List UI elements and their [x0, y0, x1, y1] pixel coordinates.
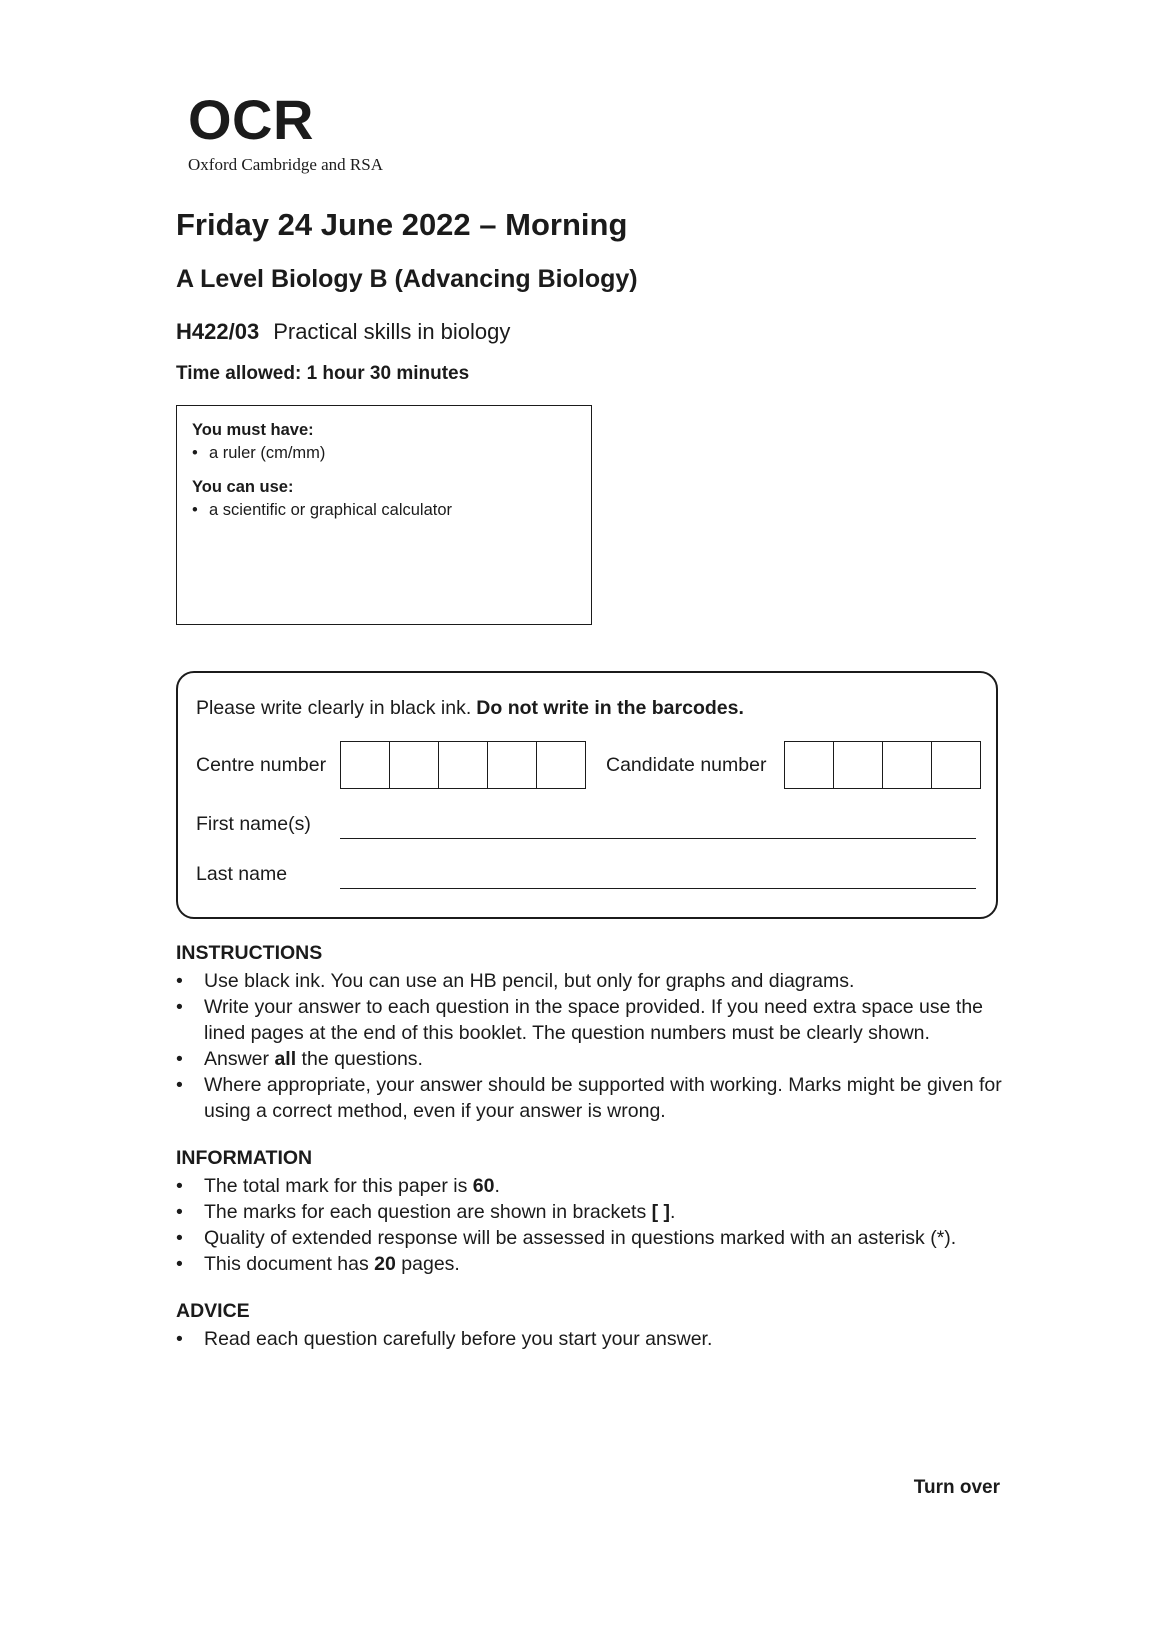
number-boxes-row [196, 741, 978, 789]
bullet-item [176, 1251, 1002, 1277]
bullet-glyph: • [176, 1175, 183, 1198]
page-content [176, 0, 1002, 1352]
bullet-item-text [204, 968, 1002, 994]
instruction-bold-text: Do not write in the barcodes. [476, 697, 744, 720]
bullet-glyph: • [192, 501, 198, 520]
paper-code: H422/03 [176, 319, 260, 345]
bullet-item [176, 968, 1002, 994]
information-title: INFORMATION [176, 1147, 313, 1170]
text-segment: a ruler (cm/mm) [209, 444, 326, 463]
bullet-glyph: • [176, 1328, 183, 1351]
last-name-write-line [340, 862, 976, 889]
centre-number-boxes [340, 741, 586, 789]
text-segment: pages. [395, 1253, 460, 1276]
can-use-label: You can use: [192, 478, 294, 497]
bullet-item-text [204, 994, 1002, 1046]
bullet-item [176, 1173, 1002, 1199]
candidate-number-boxes [784, 741, 981, 789]
bullet-item-text [204, 1072, 1002, 1124]
text-segment: . [670, 1201, 676, 1224]
ocr-logo [188, 88, 1002, 175]
bullet-glyph: • [176, 970, 183, 993]
materials-item-text [209, 499, 452, 521]
bullet-item [176, 1326, 1002, 1352]
bullet-item-text [204, 1326, 1002, 1352]
text-segment: Write your answer to each question in the space provided. If you need extra space use the lined pages at the end of this booklet. The question numbers must be clearly shown. [204, 996, 984, 1045]
materials-item [192, 499, 576, 521]
advice-list [176, 1326, 1002, 1352]
text-segment: Read each question carefully before you start your answer. [204, 1328, 713, 1351]
text-segment: Quality of extended response will be assessed in questions marked with an asterisk (*). [204, 1227, 957, 1250]
candidate-number-label: Candidate number [606, 753, 767, 776]
instructions-list [176, 968, 1002, 1124]
turn-over-label: Turn over [913, 1477, 1000, 1498]
text-segment: 20 [374, 1253, 396, 1276]
text-segment: all [274, 1048, 297, 1071]
first-name-row [196, 812, 978, 839]
candidate-instruction [196, 697, 978, 720]
number-entry-cell [882, 741, 932, 789]
text-segment: [ ] [651, 1201, 671, 1224]
ocr-logo-subtitle: Oxford Cambridge and RSA [188, 155, 384, 174]
must-have-label: You must have: [192, 421, 314, 440]
information-list [176, 1173, 1002, 1277]
number-entry-cell [784, 741, 834, 789]
bullet-item [176, 1199, 1002, 1225]
materials-item-text [209, 442, 325, 464]
candidate-details-box [176, 671, 998, 919]
text-segment: the questions. [296, 1048, 423, 1071]
text-segment: a scientific or graphical calculator [209, 501, 453, 520]
session-title: Friday 24 June 2022 – Morning [176, 207, 628, 242]
number-entry-cell [438, 741, 488, 789]
bullet-item-text [204, 1173, 1002, 1199]
paper-name: Practical skills in biology [273, 319, 511, 345]
text-segment: 60 [472, 1175, 495, 1198]
bullet-glyph: • [176, 1048, 183, 1071]
advice-section [176, 1300, 1002, 1352]
bullet-glyph: • [176, 1227, 183, 1250]
paper-line [176, 319, 1002, 345]
bullet-item [176, 1072, 1002, 1124]
time-allowed: Time allowed: 1 hour 30 minutes [176, 363, 470, 385]
text-segment: . [494, 1175, 500, 1198]
bullet-glyph: • [176, 996, 183, 1019]
number-entry-cell [340, 741, 390, 789]
bullet-item-text [204, 1046, 1002, 1072]
text-segment: Use black ink. You can use an HB pencil, but only for graphs and diagrams. [204, 970, 855, 993]
text-segment: Answer [204, 1048, 275, 1071]
bullet-item-text [204, 1199, 1002, 1225]
bullet-item [176, 1046, 1002, 1072]
bullet-glyph: • [176, 1253, 183, 1276]
bullet-item [176, 994, 1002, 1046]
can-use-list [192, 499, 576, 521]
bullet-glyph: • [192, 444, 198, 463]
materials-box [176, 405, 592, 625]
instructions-section [176, 942, 1002, 1124]
bullet-glyph: • [176, 1074, 183, 1097]
qualification-title: A Level Biology B (Advancing Biology) [176, 264, 638, 293]
instructions-title: INSTRUCTIONS [176, 942, 323, 965]
text-segment: The marks for each question are shown in brackets [204, 1201, 652, 1224]
number-entry-cell [931, 741, 981, 789]
advice-title: ADVICE [176, 1300, 250, 1323]
text-segment: Where appropriate, your answer should be supported with working. Marks might be given for using a correct method, even if your answer is wrong. [204, 1074, 1002, 1123]
bullet-item [176, 1225, 1002, 1251]
bullet-glyph: • [176, 1201, 183, 1224]
bullet-item-text [204, 1251, 1002, 1277]
text-segment: The total mark for this paper is [204, 1175, 473, 1198]
text-segment: This document has [204, 1253, 375, 1276]
last-name-label: Last name [196, 863, 288, 886]
information-section [176, 1147, 1002, 1277]
must-have-list [192, 442, 576, 464]
number-entry-cell [389, 741, 439, 789]
number-entry-cell [487, 741, 537, 789]
centre-number-label: Centre number [196, 753, 327, 776]
instruction-plain-text: Please write clearly in black ink. [196, 697, 472, 720]
ocr-logo-text: OCR [188, 88, 314, 151]
number-entry-cell [536, 741, 586, 789]
bullet-item-text [204, 1225, 1002, 1251]
first-name-label: First name(s) [196, 813, 311, 836]
materials-item [192, 442, 576, 464]
first-name-write-line [340, 812, 976, 839]
last-name-row [196, 862, 978, 889]
number-entry-cell [833, 741, 883, 789]
